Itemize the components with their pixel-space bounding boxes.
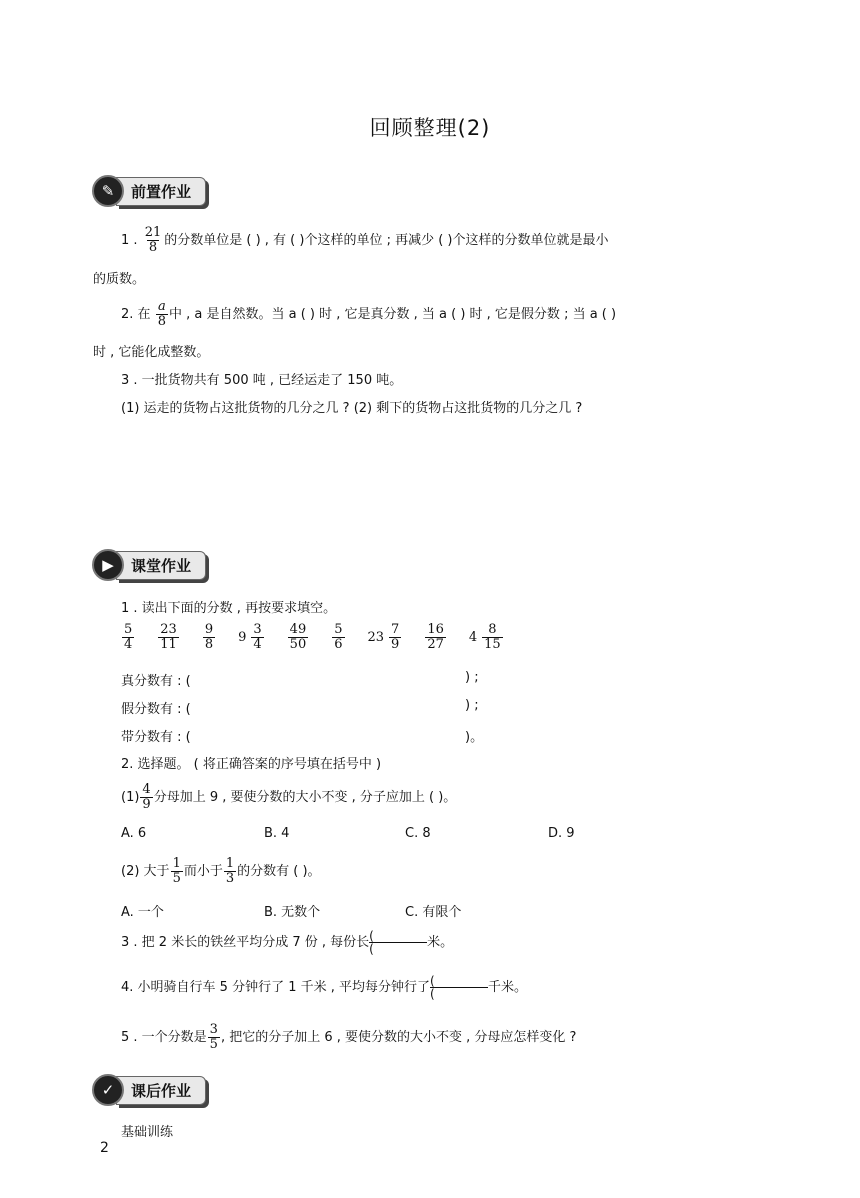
q2-2-option-c: C. 有限个 bbox=[405, 905, 462, 920]
fraction-item: $\frac{5}{6}$ bbox=[334, 622, 343, 652]
runner-icon: ✓ bbox=[92, 1074, 124, 1106]
q2-1-option-b: B. 4 bbox=[264, 826, 290, 841]
fraction-list bbox=[121, 623, 526, 652]
page-title: 回顾整理(2) bbox=[369, 116, 491, 140]
q2-1-option-a: A. 6 bbox=[121, 826, 147, 841]
improper-end: ) ; bbox=[465, 698, 479, 713]
class-q5: 5 . 一个分数是 $\frac{3}{5}$ , 把它的分子加上 6 , 要使分数的大小不变 , 分母应怎样变化 ? bbox=[121, 1022, 577, 1052]
q2-1-option-c: C. 8 bbox=[405, 826, 431, 841]
pre-q3-sub: (1) 运走的货物占这批货物的几分之几 ? (2) 剩下的货物占这批货物的几分之几 ? bbox=[121, 401, 583, 416]
section-badge-after bbox=[92, 1077, 206, 1103]
class-q2-2: (2) 大于 $\frac{1}{5}$ 而小于 $\frac{1}{3}$ 的分数有 ( )。 bbox=[121, 856, 321, 886]
basic-training: 基础训练 bbox=[121, 1125, 174, 1140]
fraction-item: $\frac{16}{27}$ bbox=[427, 622, 444, 652]
class-q4: 4. 小明骑自行车 5 分钟行了 1 千米 , 平均每分钟行了 ( ( 千米。 bbox=[121, 974, 528, 1001]
pre-q2-line2: 时 , 它能化成整数。 bbox=[93, 345, 210, 360]
fraction-item: 23 $\frac{7}{9}$ bbox=[367, 622, 400, 652]
fraction-item: 9 $\frac{3}{4}$ bbox=[238, 622, 262, 652]
pre-q1-line1: 1 . $\frac{21}{8}$ 的分数单位是 ( ) , 有 ( )个这样的单位 ; 再减少 ( )个这样的分数单位就是最小 bbox=[121, 225, 609, 255]
fraction-item: $\frac{5}{4}$ bbox=[124, 622, 133, 652]
fraction-item: $\frac{9}{8}$ bbox=[204, 622, 214, 652]
class-q3: 3 . 把 2 米长的铁丝平均分成 7 份 , 每份长 ( ( 米。 bbox=[121, 929, 454, 956]
proper-end: ) ; bbox=[465, 670, 479, 685]
section-badge-pre bbox=[92, 178, 206, 204]
class-q2: 2. 选择题。 ( 将正确答案的序号填在括号中 ) bbox=[121, 757, 382, 772]
section-badge-class bbox=[92, 552, 206, 578]
play-icon: ▶ bbox=[92, 549, 124, 581]
improper-label: 假分数有 : ( bbox=[121, 702, 191, 717]
class-q2-1: (1) $\frac{4}{9}$ 分母加上 9 , 要使分数的大小不变 , 分子应加上 ( )。 bbox=[121, 782, 457, 812]
page-number: 2 bbox=[100, 1140, 109, 1156]
fraction-item: 4 $\frac{8}{15}$ bbox=[468, 622, 501, 652]
pre-q1-line2: 的质数。 bbox=[93, 272, 146, 287]
mixed-end: )。 bbox=[465, 730, 484, 745]
proper-label: 真分数有 : ( bbox=[121, 674, 191, 689]
section-title-pre: 前置作业 bbox=[116, 177, 206, 206]
section-logo-icon: ✎ bbox=[92, 175, 124, 207]
mixed-label: 带分数有 : ( bbox=[121, 730, 191, 745]
q2-1-option-d: D. 9 bbox=[548, 826, 575, 841]
class-q1: 1 . 读出下面的分数 , 再按要求填空。 bbox=[121, 601, 337, 616]
pre-q3: 3 . 一批货物共有 500 吨 , 已经运走了 150 吨。 bbox=[121, 373, 403, 388]
fraction-item: $\frac{49}{50}$ bbox=[289, 622, 307, 652]
fraction-item: $\frac{23}{11}$ bbox=[160, 622, 177, 652]
section-title-after: 课后作业 bbox=[116, 1076, 206, 1105]
q2-2-option-a: A. 一个 bbox=[121, 905, 164, 920]
q2-2-option-b: B. 无数个 bbox=[264, 905, 321, 920]
pre-q2-line1: 2. 在 $\frac{a}{8}$ 中 , a 是自然数。当 a ( ) 时 , 它是真分数 , 当 a ( ) 时 , 它是假分数 ; 当 a ( ) bbox=[121, 299, 617, 329]
section-title-class: 课堂作业 bbox=[116, 551, 206, 580]
